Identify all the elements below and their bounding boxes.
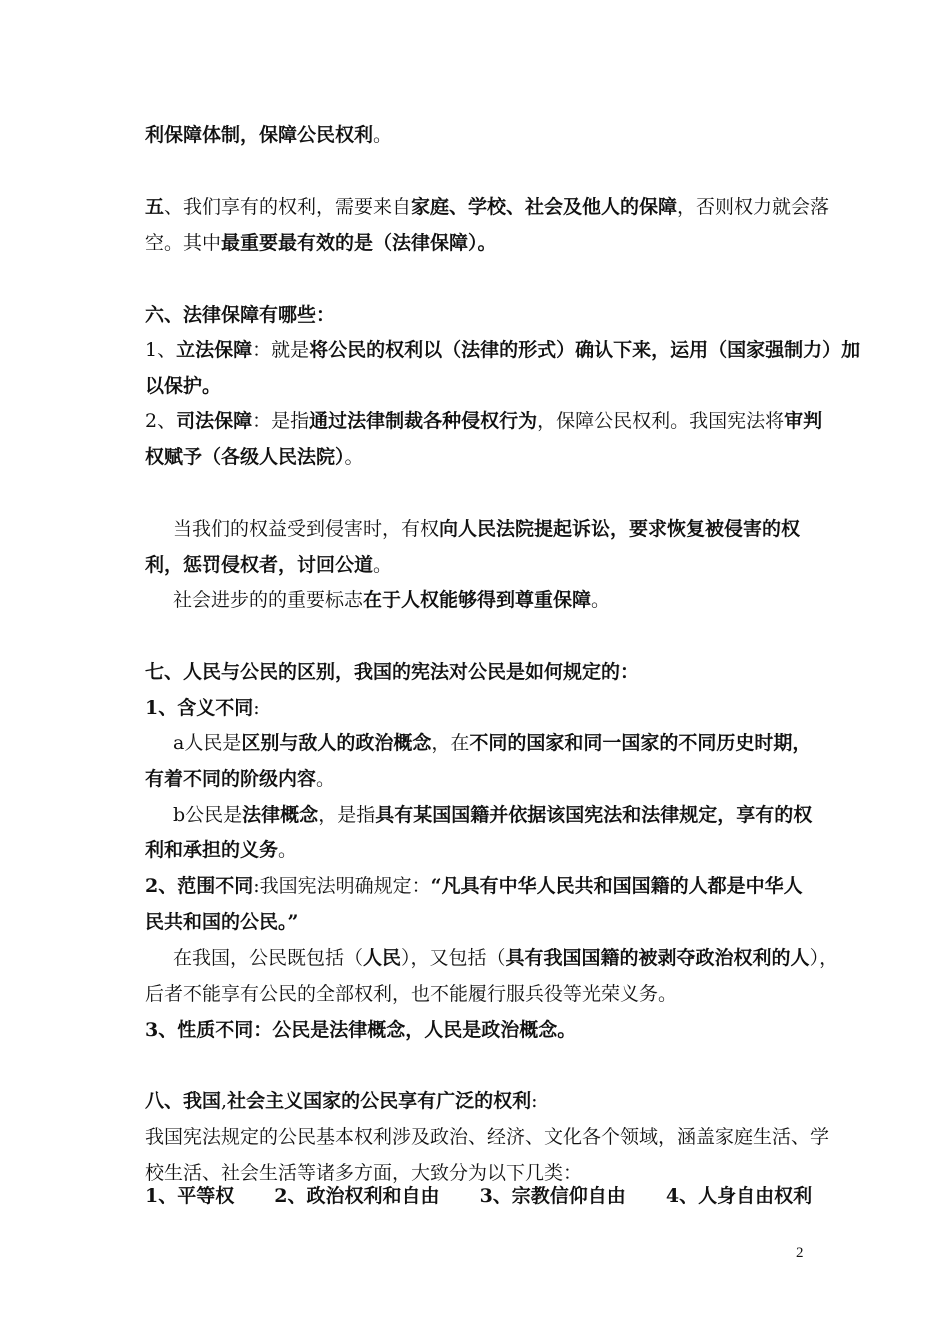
- text-run: 。: [373, 554, 393, 576]
- bold-text-run: 家庭、学校、社会及他人的保障: [411, 196, 678, 218]
- text-run: :: [253, 697, 260, 719]
- bold-text-run: 利和承担的义务: [145, 839, 279, 861]
- rights-list-item: 3、宗教信仰自由: [479, 1185, 626, 1207]
- text-run: b公民是: [173, 804, 243, 826]
- text-line: [145, 1123, 830, 1151]
- text-run: 、我们享有的权利，需要来自: [164, 196, 412, 218]
- text-line: [145, 658, 815, 686]
- text-line: [145, 372, 815, 400]
- text-run: a人民是: [173, 732, 242, 754]
- text-run: ,: [221, 1090, 228, 1112]
- text-run: ，否则权力就会落: [677, 196, 830, 218]
- bold-text-run: 权赋予（各级人民法院）: [145, 446, 345, 468]
- text-run: ：是指: [252, 410, 310, 432]
- bold-text-run: 2、范围不同: [145, 875, 254, 897]
- text-run: 。: [373, 124, 393, 146]
- text-run: 。: [591, 589, 611, 611]
- bold-text-run: 八、我国: [145, 1090, 222, 1112]
- text-run: ：就是: [252, 339, 310, 361]
- text-line: [145, 980, 815, 1008]
- bold-text-run: “凡具有中华人民共和国国籍的人都是中华人: [430, 875, 803, 897]
- text-run: 空。其中: [145, 232, 222, 254]
- text-run: 当我们的权益受到侵害时，有权: [173, 518, 440, 540]
- bold-text-run: 有着不同的阶级内容: [145, 768, 317, 790]
- text-run: ，保障公民权利。我国宪法将: [537, 410, 785, 432]
- bold-text-run: 在于人权能够得到尊重保障: [363, 589, 592, 611]
- bold-text-run: 最重要最有效的是（法律保障）。: [221, 232, 497, 254]
- text-line: [145, 1087, 815, 1115]
- text-run: 。: [278, 839, 298, 861]
- page-number: 2: [796, 1245, 804, 1261]
- text-run: 。: [316, 768, 336, 790]
- text-line: [173, 944, 843, 972]
- bold-text-run: 具有我国国籍的被剥夺政治权利的人: [505, 947, 810, 969]
- text-run: 。: [344, 446, 364, 468]
- rights-list-item: 1、平等权: [145, 1185, 235, 1207]
- text-run: :我国宪法明确规定：: [253, 875, 431, 897]
- text-line: [145, 551, 815, 579]
- text-run: 我国宪法规定的公民基本权利涉及政治、经济、文化各个领域，涵盖家庭生活、学: [145, 1126, 830, 1148]
- text-line: [145, 336, 861, 364]
- bold-text-run: 通过法律制裁各种侵权行为: [309, 410, 538, 432]
- text-line: [145, 1016, 815, 1044]
- text-line: [145, 908, 815, 936]
- text-line: [145, 193, 830, 221]
- text-line: [145, 872, 815, 900]
- text-run: ，是指: [318, 804, 376, 826]
- text-run: 社会进步的的重要标志: [173, 589, 364, 611]
- text-run: 2、: [145, 410, 177, 432]
- bold-text-run: 六、法律保障有哪些：: [145, 304, 336, 326]
- text-line: [173, 515, 843, 543]
- bold-text-run: 1、含义不同: [145, 697, 254, 719]
- bold-text-run: 向人民法院提起诉讼，要求恢复被侵害的权: [439, 518, 801, 540]
- text-line: [145, 694, 815, 722]
- text-line: [145, 407, 823, 435]
- bold-text-run: 审判: [784, 410, 823, 432]
- text-line: [145, 229, 815, 257]
- text-line: [145, 121, 815, 149]
- bold-text-run: 立法保障: [176, 339, 253, 361]
- bold-text-run: 3、性质不同：公民是法律概念，人民是政治概念。: [145, 1019, 577, 1041]
- text-line: [145, 836, 815, 864]
- text-line: [173, 801, 843, 829]
- bold-text-run: 以保护。: [145, 375, 222, 397]
- rights-list-item: 4、人身自由权利: [665, 1185, 813, 1207]
- text-run: :: [531, 1090, 538, 1112]
- bold-text-run: 区别与敌人的政治概念: [241, 732, 432, 754]
- bold-text-run: 司法保障: [176, 410, 253, 432]
- text-run: ），又包括（: [401, 947, 506, 969]
- bold-text-run: 人民: [363, 947, 402, 969]
- bold-text-run: 七、人民与公民的区别，我国的宪法对公民是如何规定的：: [145, 661, 640, 683]
- bold-text-run: 将公民的权利以（法律的形式）确认下来，运用（国家强制力）加: [309, 339, 861, 361]
- text-run: 后者不能享有公民的全部权利，也不能履行服兵役等光荣义务。: [145, 983, 678, 1005]
- text-run: 在我国，公民既包括（: [173, 947, 364, 969]
- text-run: ），: [809, 947, 839, 969]
- text-run: 1、: [145, 339, 177, 361]
- rights-list-item: 2、政治权利和自由: [274, 1185, 440, 1207]
- bold-text-run: 社会主义国家的公民享有广泛的权利: [227, 1090, 532, 1112]
- text-line: [145, 443, 815, 471]
- text-run: ，在: [431, 732, 470, 754]
- bold-text-run: 利保障体制，保障公民权利: [145, 124, 374, 146]
- bold-text-run: 五: [145, 196, 165, 218]
- bold-text-run: 法律概念: [242, 804, 319, 826]
- bold-text-run: 民共和国的公民。”: [145, 911, 299, 933]
- bold-text-run: 利，惩罚侵权者，讨回公道: [145, 554, 374, 576]
- text-run: 校生活、社会生活等诸多方面，大致分为以下几类：: [145, 1162, 583, 1184]
- text-line: [145, 765, 815, 793]
- bold-text-run: 具有某国国籍并依据该国宪法和法律规定，享有的权: [375, 804, 813, 826]
- rights-list: [145, 1182, 815, 1210]
- text-line: [145, 301, 815, 329]
- bold-text-run: 不同的国家和同一国家的不同历史时期，: [469, 732, 812, 754]
- text-line: [173, 729, 843, 757]
- text-line: [173, 586, 843, 614]
